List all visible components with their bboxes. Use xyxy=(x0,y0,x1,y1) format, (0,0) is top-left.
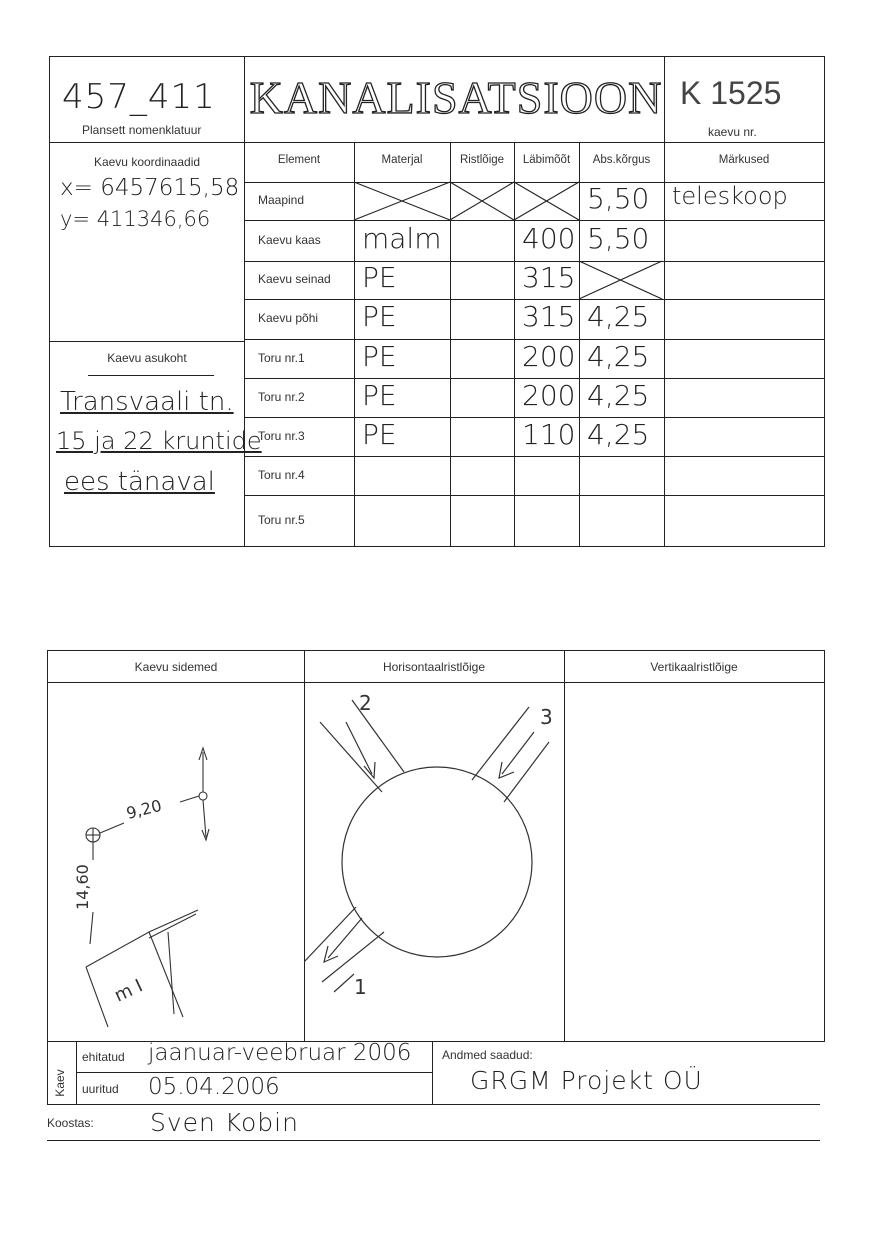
nomenclature-label: Plansett nomenklatuur xyxy=(82,123,202,137)
table-row-label: Toru nr.3 xyxy=(258,428,305,443)
table-cell: 200 xyxy=(522,378,576,412)
surveyed-label: uuritud xyxy=(82,1082,119,1096)
compiler-value: Sven Kobin xyxy=(150,1108,299,1137)
coordinate-y: y= 411346,66 xyxy=(60,207,211,231)
divider xyxy=(76,1072,432,1073)
table-header-cell: Element xyxy=(277,154,321,166)
sketch-card xyxy=(47,650,825,1042)
table-row-label: Kaevu põhi xyxy=(258,311,319,325)
page-title: KANALISATSIOON xyxy=(249,72,663,123)
table-cell: malm xyxy=(362,221,442,255)
table-row-label: Toru nr.5 xyxy=(258,512,305,527)
col-label-links: Kaevu sidemed xyxy=(134,660,218,674)
well-circle xyxy=(342,767,532,957)
built-label: ehitatud xyxy=(82,1050,125,1064)
table-row-label: Maapind xyxy=(258,193,305,207)
table-cell: 4,25 xyxy=(587,339,650,373)
col-label-vertical: Vertikaalristlõige xyxy=(650,660,738,674)
table-row-label: Toru nr.2 xyxy=(258,389,305,404)
coordinates-label: Kaevu koordinaadid xyxy=(93,155,201,169)
col-label-horizontal: Horisontaalristlõige xyxy=(382,660,486,674)
table-header-cell: Materjal xyxy=(381,154,423,166)
table-row-label: Toru nr.1 xyxy=(258,350,305,365)
table-cell: PE xyxy=(362,378,397,412)
pipe-2-label: 2 xyxy=(359,691,372,715)
divider xyxy=(432,1042,433,1104)
data-source-label: Andmed saadud: xyxy=(442,1048,533,1062)
table-cell: 110 xyxy=(522,417,576,451)
location-line-3: ees tänaval xyxy=(64,467,215,497)
building-label: m I xyxy=(111,975,147,1007)
divider xyxy=(47,1042,48,1104)
table-cell: 200 xyxy=(522,339,576,373)
built-value: jaanuar-veebruar 2006 xyxy=(148,1040,412,1066)
coordinate-x: x= 6457615,58 xyxy=(60,175,240,201)
distance-2: 14,60 xyxy=(73,864,92,910)
pipe-1-label: 1 xyxy=(354,975,367,999)
table-header-cell: Ristlõige xyxy=(459,154,505,166)
divider xyxy=(76,1042,77,1104)
table-cell: PE xyxy=(362,339,397,373)
well-number-label: kaevu nr. xyxy=(708,125,757,139)
table-cell: teleskoop xyxy=(672,182,788,210)
pipe-3-label: 3 xyxy=(540,705,553,729)
table-cell: 4,25 xyxy=(587,378,650,412)
table-header-cell: Läbimõõt xyxy=(522,154,571,166)
table-cell: PE xyxy=(362,261,397,294)
table-row-label: Kaevu kaas xyxy=(258,232,321,247)
distance-1: 9,20 xyxy=(124,795,164,823)
table-cell: 315 xyxy=(522,300,576,333)
footer-side-label: Kaev xyxy=(53,1069,67,1097)
table-cell: 315 xyxy=(522,261,576,294)
table-row-label: Toru nr.4 xyxy=(258,467,305,482)
location-line-2: 15 ja 22 kruntide xyxy=(56,427,262,455)
divider xyxy=(564,651,565,1041)
divider xyxy=(47,1140,820,1141)
nomenclature-value: 457_411 xyxy=(62,77,216,117)
location-sketch xyxy=(48,682,304,1041)
table-cell: PE xyxy=(362,417,397,451)
divider xyxy=(47,1104,820,1105)
table-header-cell: Abs.kõrgus xyxy=(592,154,651,166)
table-header-cell: Märkused xyxy=(718,154,770,166)
table-cell: 5,50 xyxy=(587,221,650,255)
horizontal-section-diagram xyxy=(304,682,564,1041)
crossed-cells xyxy=(50,57,824,546)
location-label: Kaevu asukoht xyxy=(107,351,187,365)
table-cell: 4,25 xyxy=(587,417,650,451)
table-row-label: Kaevu seinad xyxy=(258,272,331,286)
well-number-value: K 1525 xyxy=(680,75,782,111)
table-cell: PE xyxy=(362,300,397,333)
location-line-1: Transvaali tn. xyxy=(60,387,234,417)
table-cell: 4,25 xyxy=(587,300,650,333)
table-cell: 400 xyxy=(522,221,576,255)
compiler-label: Koostas: xyxy=(47,1116,94,1130)
data-source-value: GRGM Projekt OÜ xyxy=(470,1066,703,1095)
surveyed-value: 05.04.2006 xyxy=(148,1074,280,1100)
table-cell: 5,50 xyxy=(587,182,650,215)
well-card xyxy=(49,56,825,547)
